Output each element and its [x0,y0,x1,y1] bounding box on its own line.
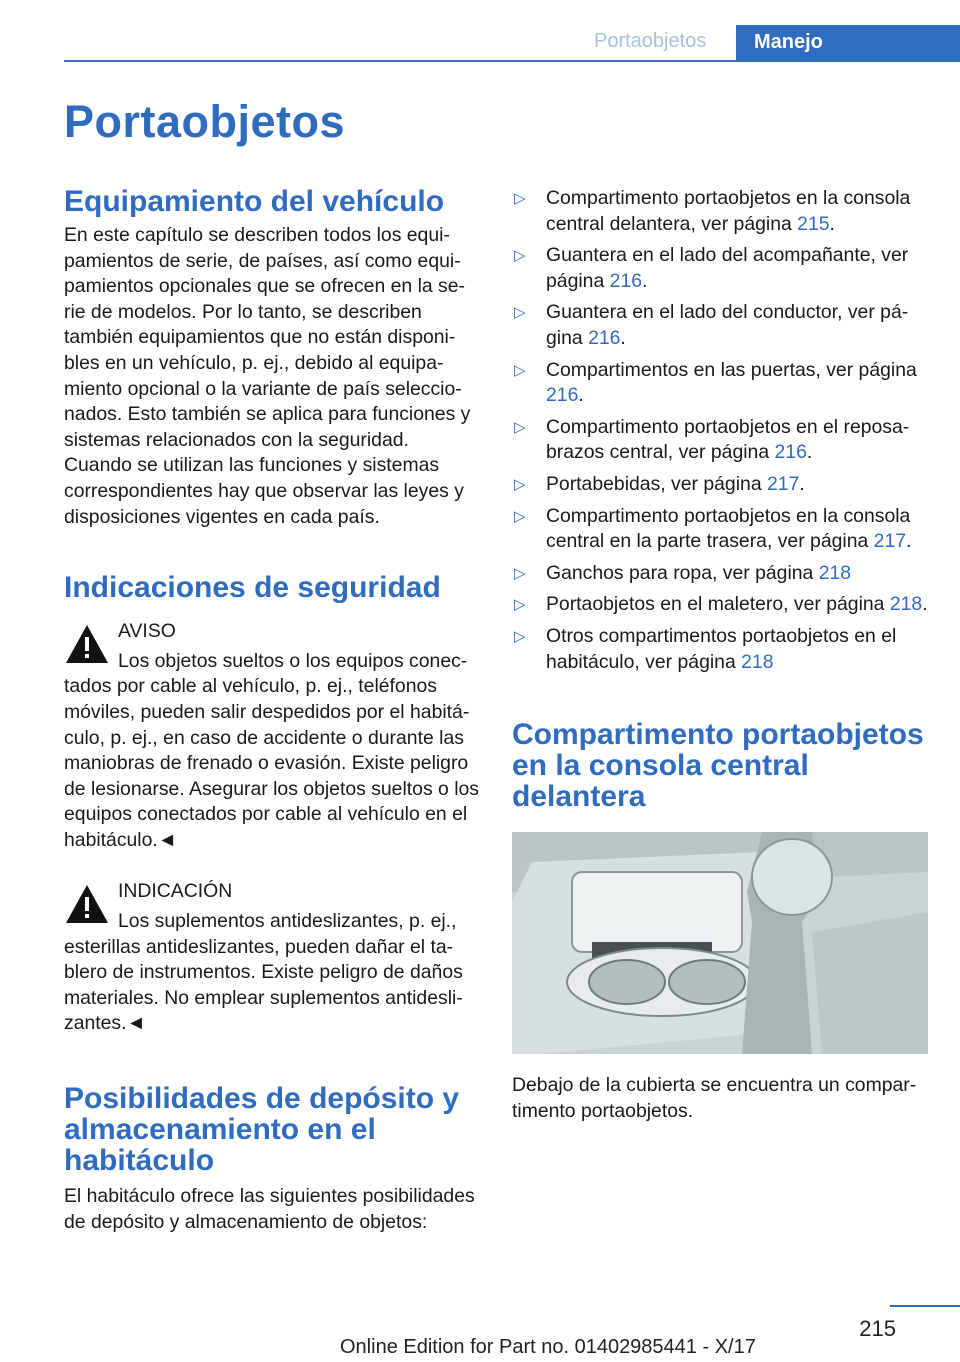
list-item-text: Portaobjetos en el maletero, ver página [546,593,890,616]
heading-seguridad: Indicaciones de seguridad [64,571,441,605]
bullet-triangle-icon: ▷ [514,627,526,645]
warning-indicacion-text: Los suplementos antideslizantes, p. ej., esterillas antideslizantes, pueden dañar el tablero de instrumentos. Existe peligro de daños materiales. No emplear suplementos antideslizantes.◄ [64,910,463,1035]
bullet-triangle-icon: ▷ [514,475,526,493]
warning-triangle-icon [64,883,110,925]
list-item [512,358,928,409]
storage-options-list [512,186,928,675]
list-item [512,504,928,555]
list-item [512,472,928,498]
warning-indicacion [64,879,480,1037]
paragraph-consola-delantera: Debajo de la cubierta se encuentra un compartimento portaobjetos. [512,1074,917,1122]
page-title: Portaobjetos [64,96,346,147]
list-item [512,592,928,618]
list-item-text: Otros compartimentos portaobjetos en el habitáculo, ver página [546,624,897,673]
right-column [512,186,928,1124]
left-column [64,186,480,1235]
page-link[interactable]: 216 [546,384,579,407]
bullet-triangle-icon: ▷ [514,564,526,582]
list-item [512,243,928,294]
page-number: 215 [859,1316,896,1341]
page-link[interactable]: 217 [873,530,907,553]
list-item-text: Compartimento portaobjetos en la consola central delantera, ver página [546,187,911,235]
bullet-triangle-icon: ▷ [514,361,526,379]
list-item-text: Guantera en el lado del conductor, ver página [546,301,909,349]
list-item [512,300,928,351]
paragraph-equipamiento: En este capítulo se describen todos los equipamientos de serie, de países, así como equipamientos opcionales que se ofrecen en la serie de modelos. Por lo tanto, se describen también equipamientos que no están disponibles en un vehículo, p. ej., debido al equipamiento opcional o la variante de país seleccionados. Esto también se aplica para funciones y sistemas relacionados con la seguridad. Cuando se utilizan las funciones y sistemas correspondientes hay que observar las leyes y disposiciones vigentes en cada país. [64,224,471,528]
console-compartment-illustration [512,832,928,1054]
page-link[interactable]: 218 [889,593,923,616]
bullet-triangle-icon: ▷ [514,190,526,207]
paragraph-posibilidades: El habitáculo ofrece las siguientes posibilidades de depósito y almacenamiento de objetos: [64,1185,475,1233]
list-item-text: Compartimento portaobjetos en la consola central en la parte trasera, ver página [546,504,911,553]
list-item-end: . [641,269,648,292]
warning-indicacion-title: INDICACIÓN [118,880,233,903]
list-item-end: . [620,326,626,349]
page-link[interactable]: 216 [774,441,807,464]
list-item-text: Guantera en el lado del acompañante, ver página [546,244,909,292]
footer-rule [890,1305,960,1307]
warning-aviso-title: AVISO [118,620,176,643]
bullet-triangle-icon: ▷ [514,247,526,265]
bullet-triangle-icon: ▷ [514,418,526,436]
list-item-end: . [806,441,813,464]
list-item-text: Portabebidas, ver página [546,472,767,495]
header-chapter-tab: Manejo [736,25,960,62]
heading-equipamiento: Equipamiento del vehículo [64,185,445,218]
footer-edition: Online Edition for Part no. 01402985441 - X/17 [340,1336,756,1358]
page-link[interactable]: 216 [609,269,642,292]
list-item-text: Ganchos para ropa, ver página [546,561,819,584]
page-link[interactable]: 216 [588,326,621,349]
warning-aviso-text: Los objetos sueltos o los equipos conectados por cable al vehículo, p. ej., teléfonos móviles, pueden salir despedidos por el habitáculo, p. ej., en caso de accidente o durante las maniobras de frenado o evasión. Existe peligro de lesionarse. Asegurar los objetos sueltos o los equipos conectados por cable al vehículo en el habitáculo.◄ [64,649,479,851]
heading-consola-delantera: Compartimento portaobjetos en la consola central delantera [512,718,924,814]
list-item-end: . [578,384,584,407]
page-link[interactable]: 215 [797,212,830,235]
heading-posibilidades: Posibilidades de depósito y almacenamiento en el habitáculo [64,1082,460,1178]
list-item [512,415,928,466]
list-item-end: . [829,212,835,235]
bullet-triangle-icon: ▷ [514,304,526,322]
bullet-triangle-icon: ▷ [514,507,526,525]
warning-triangle-icon [64,623,110,665]
list-item [512,624,928,675]
list-item [512,561,928,587]
warning-aviso [64,619,480,853]
header-section-label: Portaobjetos [594,30,707,52]
list-item-end: . [906,530,912,553]
list-item [512,186,928,237]
bullet-triangle-icon: ▷ [514,596,526,614]
list-item-end: . [799,472,805,495]
page-link[interactable]: 217 [767,472,800,495]
list-item-text: Compartimento portaobjetos en el reposabrazos central, ver página [546,415,910,464]
list-item-end: . [922,593,928,616]
page-link[interactable]: 218 [818,561,852,584]
page-link[interactable]: 218 [741,650,774,673]
list-item-text: Compartimentos en las puertas, ver página [546,358,917,381]
